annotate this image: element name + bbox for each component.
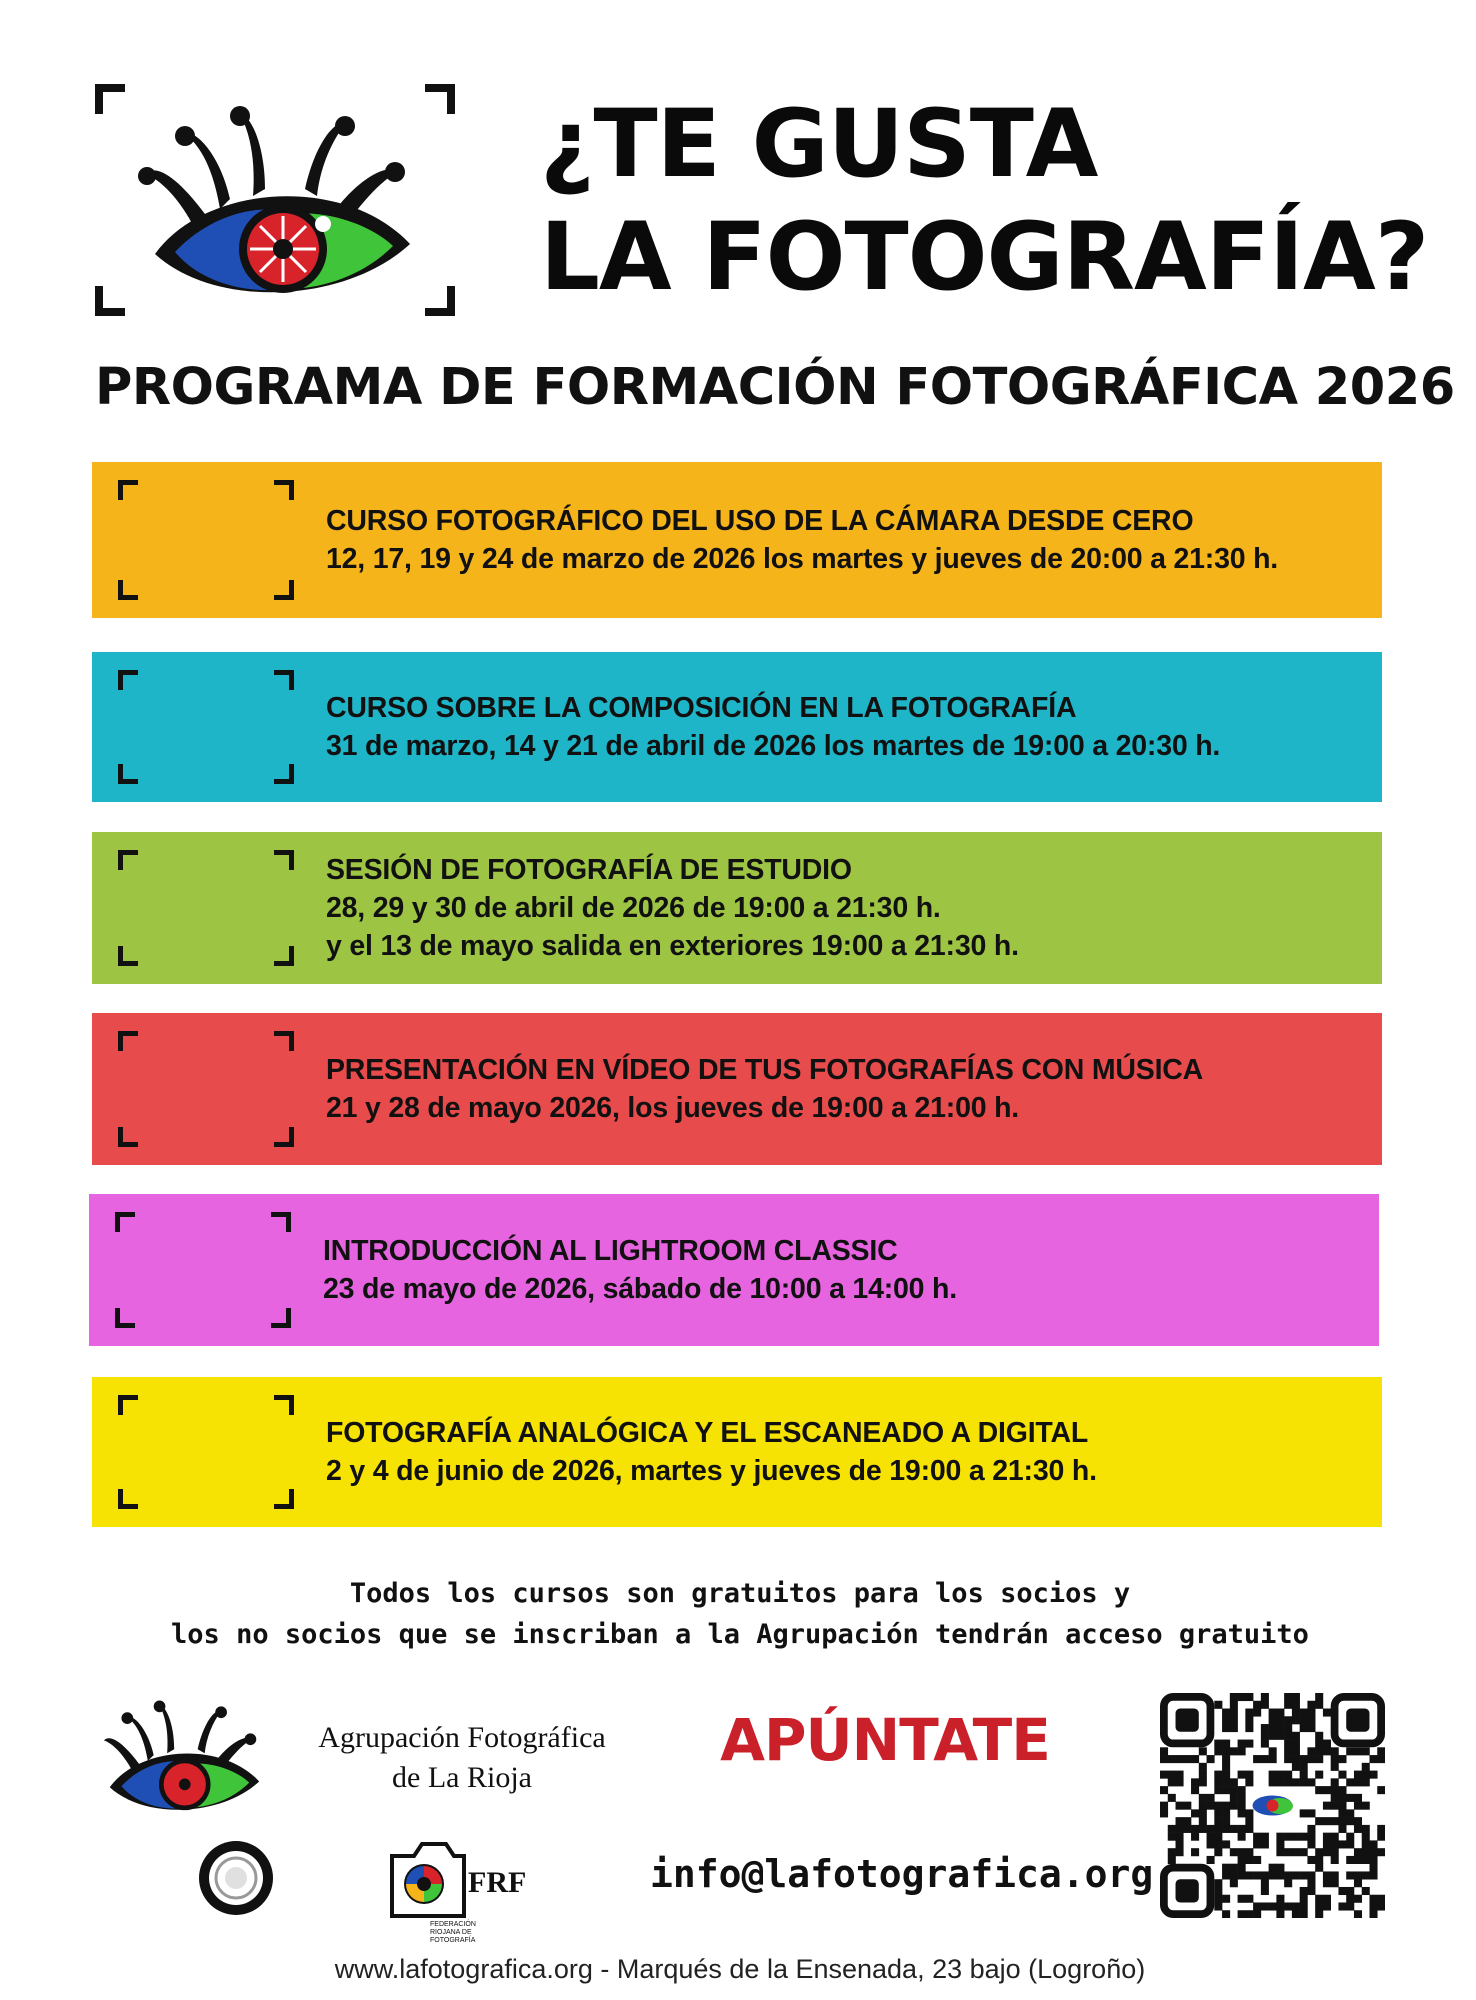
- org-eye-logo-icon: [98, 1698, 268, 1818]
- viewfinder-corner: [425, 286, 455, 316]
- viewfinder-corner: [95, 84, 125, 114]
- course-schedule: 21 y 28 de mayo 2026, los jueves de 19:00 a 21:00 h.: [326, 1092, 1020, 1124]
- course-band: [92, 462, 1382, 618]
- bracket-corner: [274, 850, 294, 870]
- bracket-corner: [274, 1395, 294, 1415]
- course-title: CURSO FOTOGRÁFICO DEL USO DE LA CÁMARA DESDE CERO: [326, 505, 1194, 537]
- bracket-corner: [274, 480, 294, 500]
- bracket-corner: [118, 850, 138, 870]
- bracket-corner: [118, 946, 138, 966]
- bracket-corner: [118, 580, 138, 600]
- course-text: [326, 1051, 1203, 1127]
- bracket-corner: [115, 1212, 135, 1232]
- course-title: SESIÓN DE FOTOGRAFÍA DE ESTUDIO: [326, 854, 852, 886]
- frf-small-3: FOTOGRAFÍA: [430, 1937, 476, 1944]
- course-viewfinder-icon: [118, 480, 294, 600]
- note-line-1: Todos los cursos son gratuitos para los socios y: [349, 1578, 1131, 1609]
- contact-email[interactable]: info@lafotografica.org: [650, 1852, 1154, 1896]
- qr-code-icon[interactable]: [1160, 1693, 1385, 1918]
- course-band: [92, 1013, 1382, 1165]
- headline-line-2: LA FOTOGRAFÍA?: [540, 203, 1429, 312]
- federation-badge-icon: [196, 1838, 276, 1918]
- bracket-corner: [274, 764, 294, 784]
- org-name-line-2: de La Rioja: [392, 1761, 532, 1794]
- course-band: [92, 652, 1382, 802]
- course-text: [326, 851, 1019, 965]
- course-viewfinder-icon: [118, 1031, 294, 1147]
- course-text: [326, 1414, 1097, 1490]
- note-line-2: los no socios que se inscriban a la Agrupación tendrán acceso gratuito: [171, 1619, 1309, 1650]
- course-schedule: 28, 29 y 30 de abril de 2026 de 19:00 a 21:30 h.: [326, 892, 941, 924]
- course-schedule: 31 de marzo, 14 y 21 de abril de 2026 los martes de 19:00 a 20:30 h.: [326, 730, 1221, 762]
- frf-logo-icon: [384, 1836, 544, 1946]
- course-band: [89, 1194, 1379, 1346]
- course-title: PRESENTACIÓN EN VÍDEO DE TUS FOTOGRAFÍAS CON MÚSICA: [326, 1054, 1204, 1086]
- frf-label: FRF: [468, 1866, 527, 1899]
- free-courses-note: [95, 1573, 1385, 1655]
- course-schedule: 23 de mayo de 2026, sábado de 10:00 a 14:00 h.: [323, 1273, 957, 1305]
- headline-line-1: ¿TE GUSTA: [540, 90, 1098, 199]
- bracket-corner: [115, 1308, 135, 1328]
- org-name: [262, 1718, 662, 1798]
- bracket-corner: [118, 670, 138, 690]
- viewfinder-corner: [95, 286, 125, 316]
- course-viewfinder-icon: [118, 850, 294, 966]
- course-text: [326, 502, 1278, 578]
- bracket-corner: [118, 1127, 138, 1147]
- course-band: [92, 1377, 1382, 1527]
- frf-small-2: RIOJANA DE: [430, 1929, 472, 1936]
- bracket-corner: [274, 580, 294, 600]
- course-title: FOTOGRAFÍA ANALÓGICA Y EL ESCANEADO A DIGITAL: [326, 1417, 1089, 1449]
- page-title: [540, 88, 1440, 314]
- course-title: INTRODUCCIÓN AL LIGHTROOM CLASSIC: [323, 1235, 898, 1267]
- org-name-line-1: Agrupación Fotográfica: [318, 1721, 606, 1754]
- bracket-corner: [118, 764, 138, 784]
- eye-logo-icon: [135, 104, 425, 304]
- program-subtitle: PROGRAMA DE FORMACIÓN FOTOGRÁFICA 2026: [95, 358, 1455, 417]
- course-viewfinder-icon: [118, 670, 294, 784]
- signup-call-to-action: APÚNTATE: [720, 1706, 1050, 1774]
- course-schedule-extra: y el 13 de mayo salida en exteriores 19:00 a 21:30 h.: [326, 930, 1019, 962]
- bracket-corner: [271, 1308, 291, 1328]
- course-title: CURSO SOBRE LA COMPOSICIÓN EN LA FOTOGRAFÍA: [326, 692, 1077, 724]
- course-schedule: 12, 17, 19 y 24 de marzo de 2026 los martes y jueves de 20:00 a 21:30 h.: [326, 543, 1279, 575]
- bracket-corner: [271, 1212, 291, 1232]
- bracket-corner: [274, 1031, 294, 1051]
- bracket-corner: [118, 1031, 138, 1051]
- header-viewfinder: [95, 84, 455, 316]
- bracket-corner: [118, 1489, 138, 1509]
- bracket-corner: [274, 1127, 294, 1147]
- course-schedule: 2 y 4 de junio de 2026, martes y jueves de 19:00 a 21:30 h.: [326, 1455, 1097, 1487]
- bracket-corner: [118, 1395, 138, 1415]
- bracket-corner: [274, 1489, 294, 1509]
- course-text: [323, 1232, 957, 1308]
- bracket-corner: [274, 946, 294, 966]
- frf-small-1: FEDERACIÓN: [430, 1921, 476, 1928]
- bracket-corner: [274, 670, 294, 690]
- viewfinder-corner: [425, 84, 455, 114]
- course-text: [326, 689, 1220, 765]
- course-viewfinder-icon: [118, 1395, 294, 1509]
- course-viewfinder-icon: [115, 1212, 291, 1328]
- course-band: [92, 832, 1382, 984]
- footer-address: www.lafotografica.org - Marqués de la Ensenada, 23 bajo (Logroño): [334, 1954, 1146, 1984]
- bracket-corner: [118, 480, 138, 500]
